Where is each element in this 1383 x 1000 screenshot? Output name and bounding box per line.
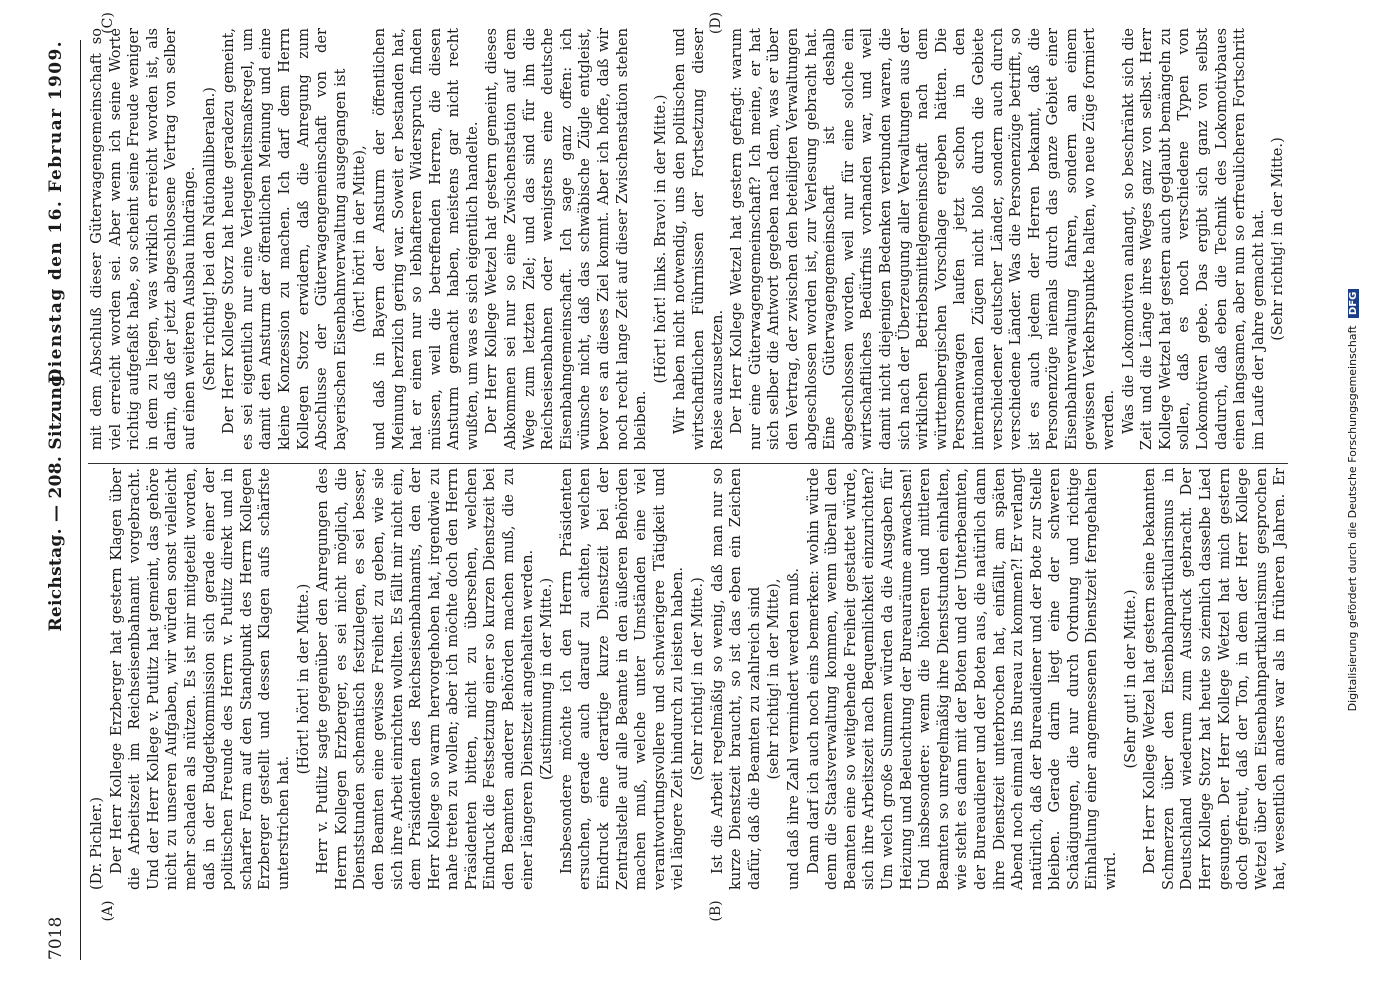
left-column <box>88 468 1288 890</box>
interjection: (Sehr richtig! bei den Nationalliberalen.) <box>200 87 218 391</box>
margin-marker-d: (D) <box>708 11 724 35</box>
paragraph: und daß in Bayern der Ansturm der öffentlichen Meinung herzlich gering war. Soweit er bestanden hat, hat er einen nur so lebhafteren Widerspruch finden müssen, weil die betreffenden Herren, die diesen Ansturm gemacht haben, meistens gar nicht recht wußten, um was es sich eigentlich handelte. <box>370 28 481 450</box>
margin-marker-b: (B) <box>708 900 724 922</box>
paragraph: Dann darf ich auch noch eins bemerken: wohin würde denn die Staatsverwaltung kommen, wenn überall den Beamten eine so weitgehende Freiheit gestattet würde, sich ihre Arbeitszeit nach Bequemlichkeit einzurichten? Um welch große Summen würden da die Ausgaben für Heizung und Beleuchtung der Bureauräume anwachsen! Und insbesondere: wenn die höheren und mittleren Beamten so unregelmäßig ihre Dienststunden einhalten, wie steht es dann mit der Boten und der Unterbeamten, der Bureaudiener und der Boten aus, die natürlich dann ihre Dienstzeit unterbrochen hat, einfällt, am späten Abend noch einmal ins Bureau zu kommen?! Er verlangt natürlich, daß der Bureaudiener und der Bote zur Stelle bleiben. Gerade darin liegt eine der schweren Schädigungen, die nur durch Ordnung und richtige Einhaltung einer angemessenen Dienstzeit ferngehalten wird. <box>804 468 1120 890</box>
margin-marker-c: (C) <box>100 12 116 34</box>
paragraph: Der Herr Kollege Storz hat heute geradezu gemeint, es sei eigentlich nur eine Verlegenheitsmaßregel, um damit den Ansturm der öffentlichen Meinung und eine kleine Konzession zu machen. Ich darf dem Herrn Kollegen Storz erwidern, daß die Anregung zum Abschlusse der Güterwagengemeinschaft von der bayerischen Eisenbahnverwaltung ausgegangen ist <box>220 28 349 450</box>
margin-marker-a: (A) <box>100 900 116 922</box>
interjection: (Hört! hört! in der Mitte.) <box>294 583 312 775</box>
running-date: Dienstag den 16. Februar 1909. <box>46 40 66 384</box>
paragraph: Herr v. Putlitz sagte gegenüber den Anregungen des Herrn Kollegen Erzberger, es sei nicht möglich, die Dienststunden schematisch festzulegen, es sei besser, den Beamten eine gewisse Freiheit zu geben, wie sie sich ihre Arbeit einrichten wollten. Es fällt mir nicht ein, dem Präsidenten des Reichseisenbahnamts, den der Herr Kollege so warm hervorgehoben hat, irgendwie zu nahe treten zu wollen; aber ich möchte doch den Herrn Präsidenten bitten, nicht zu übersehen, welchen Eindruck die Festsetzung einer so kurzen Dienstzeit bei den Beamten anderer Behörden machen muß, die zu einer längeren Dienstzeit angehalten werden. <box>314 468 536 890</box>
interjection: (hört! hört! in der Mitte), <box>351 145 369 333</box>
paragraph: Der Herr Kollege Wetzel hat gestern seine bekannten Schmerzen über den Eisenbahnpartikularismus in Deutschland wiederum zum Ausdruck gebracht. Der Herr Kollege Storz hat heute so ziemlich dasselbe Lied gesungen. Der Herr Kollege Wetzel hat mich gestern doch gefreut, daß der Ton, in dem der Herr Kollege Wetzel über den Eisenbahnpartikularismus gesprochen hat, wesentlich anders war als in früheren Jahren. Er <box>1141 468 1288 890</box>
paragraph: Was die Lokomotiven anlangt, so beschränkt sich die Zeit und die Länge ihres Weges ganz von selbst. Herr Kollege Wetzel hat gestern auch geglaubt bemängeln zu sollen, daß es noch verschiedene Typen von Lokomotiven gebe. Das ergibt sich ganz von selbst dadurch, daß eben die Technik des Lokomotivbaues einen langsamen, aber nun so erfreulicheren Fortschritt im Laufe der Jahre gemacht hat. <box>1119 28 1267 450</box>
interjection: (Sehr richtig! in der Mitte.) <box>689 577 706 781</box>
digitization-credit <box>1346 40 1359 960</box>
page-header <box>46 40 74 960</box>
paragraph: Der Herr Kollege Wetzel hat gestern gefragt: warum nur eine Güterwagengemeinschaft? Ich meine, er hat sich selber die Antwort gegeben nach dem, was er über den Vertrag, der zwischen den beteiligten Verwaltungen abgeschlossen worden ist, zur Verlesung gebracht hat. Eine Güterwagengemeinschaft ist deshalb abgeschlossen worden, weil nur für eine solche ein wirtschaftliches Bedürfnis vorhanden war, und weil damit nicht diejenigen Bedenken verbunden waren, die sich nach der Überzeugung aller Verwaltungen aus der wirklichen Betriebsmittelgemeinschaft nach dem württembergischen Vorschlage ergeben hätten. Die Personenwagen laufen jetzt schon in den internationalen Zügen nicht bloß durch die Gebiete verschiedener deutscher Länder, sondern auch durch verschiedene Länder. Was die Personenzüge betrifft, so ist es auch jedem der Herren bekannt, daß die Personenzüge niemals durch das ganze Gebiet einer Eisenbahnverwaltung fahren, sondern an einem gewissen Verkehrspunkte halten, wo neue Züge formiert werden. <box>728 28 1118 450</box>
interjection: (Sehr richtig! in der Mitte.) <box>1269 137 1287 341</box>
credit-text: Digitalisierung gefördert durch die Deutsche Forschungsgemeinschaft <box>1346 325 1359 712</box>
dfg-logo: DFG <box>1348 289 1359 318</box>
speaker-continuation: (Dr. Pichler.) <box>88 796 105 890</box>
column-divider <box>88 463 1288 464</box>
running-title: Reichstag. — 208. Sitzung. <box>46 368 66 632</box>
header-rule <box>80 40 81 960</box>
paragraph: Der Herr Kollege Wetzel hat gestern gemeint, dieses Abkommen sei nur so eine Zwischenstation auf dem Wege zum letzten Ziel; und das sind für ihn die Reichseisenbahnen oder wenigstens eine deutsche Eisenbahngemeinschaft. Ich sage ganz offen: ich wünsche nicht, daß das schwäbische Zügle entgleist, bevor es an dieses Ziel kommt. Aber ich hoffe, daß wir noch recht lange Zeit auf dieser Zwischenstation stehen bleiben. <box>483 28 650 450</box>
interjection: (Hört! hört! links. Bravo! in der Mitte.) <box>651 94 669 384</box>
paragraph: mit dem Abschluß dieser Güterwagengemeinschaft so viel erreicht worden sei. Aber wenn ich seine Worte richtig aufgefaßt habe, so scheint seine Freude weniger in dem zu liegen, was wirklich erreicht worden ist, als darin, daß der jetzt abgeschlossene Vertrag von selber auf einen weiteren Ausbau hindränge. <box>88 28 198 450</box>
interjection: (sehr richtig! in der Mitte), <box>765 578 783 780</box>
paragraph: Insbesondere möchte ich den Herrn Präsidenten ersuchen, gerade auch darauf zu achten, welchen Eindruck eine derartige kurze Dienstzeit bei der Zentralstelle auf alle Beamte in den äußeren Behörden machen muß, welche unter Umständen eine viel verantwortungsvollere und schwierigere Tätigkeit und viel längere Zeit hindurch zu leisten haben. <box>557 468 687 890</box>
paragraph: Der Herr Kollege Erzberger hat gestern Klagen über die Arbeitszeit im Reichseisenbahnamt vorgebracht. Und der Herr Kollege v. Putlitz hat gemeint, das gehöre nicht zu unseren Aufgaben, wir würden sonst vielleicht mehr schaden als nützen. Es ist mir mitgeteilt worden, daß in der Budgetkommission sich gerade einer der politischen Freunde des Herrn v. Putlitz direkt und in scharfer Form auf den Standpunkt des Herrn Kollegen Erzberger gestellt und dessen Klagen aufs schärfste unterstrichen hat. <box>107 468 292 890</box>
right-column <box>88 28 1288 450</box>
paragraph: und daß ihre Zahl vermindert werden muß. <box>784 567 802 890</box>
paragraph: Wir haben nicht notwendig, uns den politischen und wirtschaftlichen Führnissen der Fortsetzung dieser Reise auszusetzen. <box>671 28 726 450</box>
paragraph: Ist die Arbeit regelmäßig so wenig, daß man nur so kurze Dienstzeit braucht, so ist das eben ein Zeichen dafür, daß die Beamten zu zahlreich sind <box>708 468 763 890</box>
interjection: (Zustimmung in der Mitte.) <box>538 577 556 781</box>
interjection: (Sehr gut! in der Mitte.) <box>1121 589 1139 769</box>
page-number: 7018 <box>46 916 66 960</box>
